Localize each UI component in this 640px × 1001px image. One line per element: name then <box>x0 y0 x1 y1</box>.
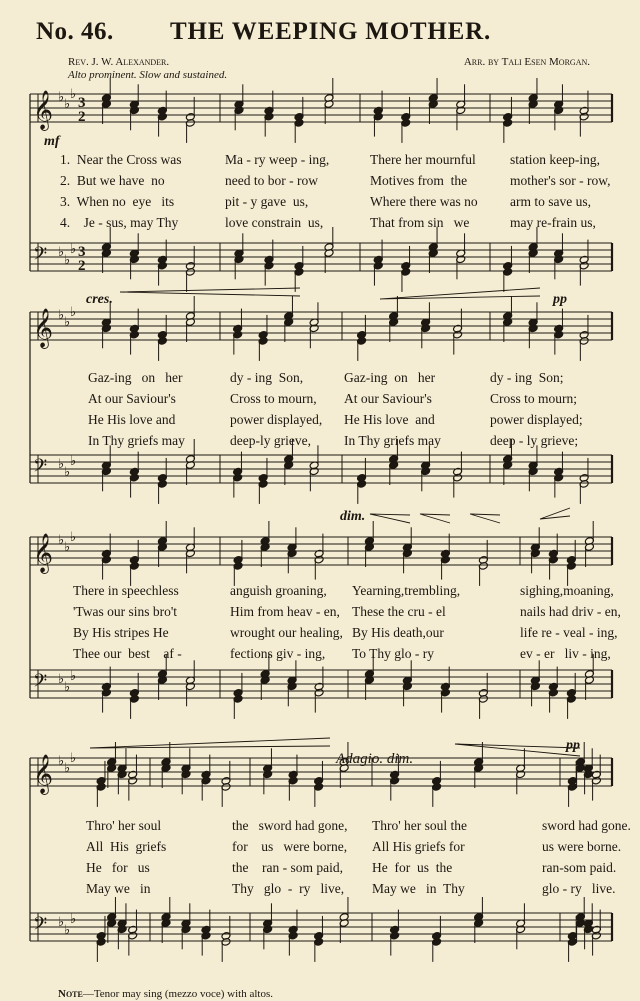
flat-icon: ♭ <box>58 90 65 105</box>
tempo-adagio: Adagio. dim. <box>336 751 414 767</box>
lyric-segment: There in speechless <box>73 583 179 598</box>
hairpin <box>455 744 580 756</box>
flat-icon: ♭ <box>70 305 77 320</box>
lyric-line <box>0 370 640 392</box>
lyric-line <box>0 625 640 647</box>
lyric-line <box>0 215 640 237</box>
dynamic-dim: dim. <box>340 509 366 524</box>
lyric-segment: Cross to mourn; <box>490 391 578 406</box>
bass-clef-icon: 𝄢 <box>33 914 48 939</box>
lyric-segment: nails had driv - en, <box>520 604 621 619</box>
lyric-segment: the sword had gone, <box>232 818 348 833</box>
lyric-segment: By His stripes He <box>73 625 169 640</box>
footnote-text: —Tenor may sing (mezzo voce) with altos. <box>82 988 273 1000</box>
lyric-segment: ran-som paid. <box>542 860 617 875</box>
hymn-number: No. 46. <box>36 18 114 45</box>
lyric-segment: He for us <box>86 860 150 875</box>
lyric-segment: Yearning,trembling, <box>352 583 461 598</box>
lyric-segment: May we in Thy <box>372 881 465 896</box>
lyric-segment: Gaz-ing on her <box>344 370 436 385</box>
lyric-segment: need to bor - row <box>225 173 318 188</box>
lyric-segment: Cross to mourn, <box>230 391 317 406</box>
flat-icon: ♭ <box>64 315 71 330</box>
lyric-segment: 'Twas our sins bro't <box>73 604 178 619</box>
lyric-segment: Thro' her soul <box>86 818 162 833</box>
lyric-segment: love constrain us, <box>225 215 324 230</box>
hairpin <box>120 288 300 296</box>
lyric-segment: glo - ry live. <box>542 881 616 896</box>
lyric-segment: At our Saviour's <box>88 391 176 406</box>
flat-icon: ♭ <box>58 245 65 260</box>
lyric-line <box>0 152 640 174</box>
lyric-segment: Ma - ry weep - ing, <box>225 152 330 167</box>
lyric-segment: station keep-ing, <box>510 152 600 167</box>
flat-icon: ♭ <box>58 457 65 472</box>
lyric-line <box>0 583 640 605</box>
hairpin <box>540 508 570 519</box>
dynamic-cres: cres. <box>86 292 113 307</box>
flat-icon: ♭ <box>70 87 77 102</box>
footnote-label: Note <box>58 988 83 1000</box>
flat-icon: ♭ <box>64 761 71 776</box>
lyric-line <box>0 194 640 216</box>
lyric-segment: In Thy griefs may <box>344 433 441 448</box>
dynamic-pp: pp <box>553 292 567 307</box>
treble-clef-icon: 𝄞 <box>33 533 54 573</box>
lyric-segment: arm to save us, <box>510 194 591 209</box>
time-signature-icon: 2 <box>78 258 86 274</box>
lyric-segment: Thy glo - ry live, <box>232 881 345 896</box>
lyric-line <box>0 818 640 840</box>
flat-icon: ♭ <box>64 97 71 112</box>
lyric-segment: By His death,our <box>352 625 444 640</box>
hairpin <box>380 288 540 299</box>
lyric-segment: 4. Je - sus, may Thy <box>60 215 179 230</box>
flat-icon: ♭ <box>58 754 65 769</box>
lyric-segment: 1. Near the Cross was <box>60 152 182 167</box>
treble-clef-icon: 𝄞 <box>33 754 54 794</box>
lyric-segment: May we in <box>86 881 151 896</box>
lyric-segment: life re - veal - ing, <box>520 625 618 640</box>
lyric-segment: wrought our healing, <box>230 625 343 640</box>
flat-icon: ♭ <box>64 465 71 480</box>
flat-icon: ♭ <box>70 912 77 927</box>
treble-clef-icon: 𝄞 <box>33 308 54 348</box>
lyric-segment: He His love and <box>344 412 435 427</box>
lyric-segment: To Thy glo - ry <box>352 646 435 661</box>
lyric-segment: Motives from the <box>370 173 468 188</box>
lyric-line <box>0 860 640 882</box>
lyric-segment: These the cru - el <box>352 604 446 619</box>
lyric-segment: Thee our best af - <box>73 646 182 661</box>
lyric-segment: 2. But we have no <box>60 173 165 188</box>
flat-icon: ♭ <box>64 680 71 695</box>
lyric-segment: may re-frain us, <box>510 215 596 230</box>
flat-icon: ♭ <box>70 669 77 684</box>
lyric-segment: sword had gone. <box>542 818 631 833</box>
lyric-segment: fections giv - ing, <box>230 646 326 661</box>
lyric-segment: Him from heav - en, <box>230 604 340 619</box>
flat-icon: ♭ <box>70 454 77 469</box>
lyric-line <box>0 839 640 861</box>
lyric-segment: power displayed; <box>490 412 583 427</box>
lyric-segment: 3. When no eye its <box>60 194 175 209</box>
flat-icon: ♭ <box>70 530 77 545</box>
lyric-segment: Thro' her soul the <box>372 818 468 833</box>
flat-icon: ♭ <box>70 751 77 766</box>
lyric-segment: There her mournful <box>370 152 476 167</box>
treble-clef-icon: 𝄞 <box>33 90 54 130</box>
lyric-segment: He His love and <box>88 412 176 427</box>
dynamic-mf: mf <box>44 134 60 149</box>
lyric-line <box>0 604 640 626</box>
lyric-segment: pit - y gave us, <box>225 194 309 209</box>
lyric-segment: In Thy griefs may <box>88 433 185 448</box>
bass-clef-icon: 𝄢 <box>33 244 48 269</box>
lyric-segment: mother's sor - row, <box>510 173 611 188</box>
lyric-segment: deep - ly grieve; <box>490 433 579 448</box>
lyric-segment: All His griefs for <box>372 839 465 854</box>
hymn-title: THE WEEPING MOTHER. <box>170 18 492 45</box>
lyric-line <box>0 646 640 668</box>
lyric-segment: dy - ing Son; <box>490 370 564 385</box>
lyric-segment: us were borne. <box>542 839 622 854</box>
lyric-line <box>0 391 640 413</box>
flat-icon: ♭ <box>64 540 71 555</box>
hairpin <box>90 738 330 748</box>
lyric-segment: That from sin we <box>370 215 470 230</box>
lyric-line <box>0 173 640 195</box>
lyric-segment: He for us the <box>372 860 453 875</box>
author-credit: Rev. J. W. Alexander. <box>68 56 170 68</box>
hairpin <box>370 514 410 523</box>
time-signature-icon: 3 <box>78 95 86 111</box>
dynamic-pp-final: pp <box>566 738 580 753</box>
hairpin <box>470 514 500 523</box>
flat-icon: ♭ <box>70 242 77 257</box>
lyric-segment: dy - ing Son, <box>230 370 304 385</box>
lyric-segment: At our Saviour's <box>344 391 432 406</box>
lyric-segment: the ran - som paid, <box>232 860 343 875</box>
lyric-line <box>0 412 640 434</box>
flat-icon: ♭ <box>64 923 71 938</box>
flat-icon: ♭ <box>58 308 65 323</box>
lyric-segment: ev - er liv - ing, <box>520 646 611 661</box>
flat-icon: ♭ <box>58 672 65 687</box>
bass-clef-icon: 𝄢 <box>33 456 48 481</box>
footnote <box>58 988 273 1000</box>
bass-clef-icon: 𝄢 <box>33 671 48 696</box>
flat-icon: ♭ <box>58 915 65 930</box>
flat-icon: ♭ <box>58 533 65 548</box>
lyric-segment: Gaz-ing on her <box>88 370 183 385</box>
lyric-segment: power displayed, <box>230 412 323 427</box>
arranger-credit: Arr. by Tali Esen Morgan. <box>463 56 590 68</box>
flat-icon: ♭ <box>64 253 71 268</box>
lyric-segment: Where there was no <box>370 194 478 209</box>
time-signature-icon: 3 <box>78 244 86 260</box>
lyric-segment: anguish groaning, <box>230 583 327 598</box>
lyric-segment: deep-ly grieve, <box>230 433 311 448</box>
lyric-segment: sighing,moaning, <box>520 583 614 598</box>
hairpin <box>420 514 450 523</box>
time-signature-icon: 2 <box>78 109 86 125</box>
lyric-line <box>0 881 640 903</box>
lyric-segment: All His griefs <box>86 839 167 854</box>
lyric-segment: for us were borne, <box>232 839 348 854</box>
tempo-marking: Alto prominent. Slow and sustained. <box>68 69 228 81</box>
lyric-line <box>0 433 640 455</box>
